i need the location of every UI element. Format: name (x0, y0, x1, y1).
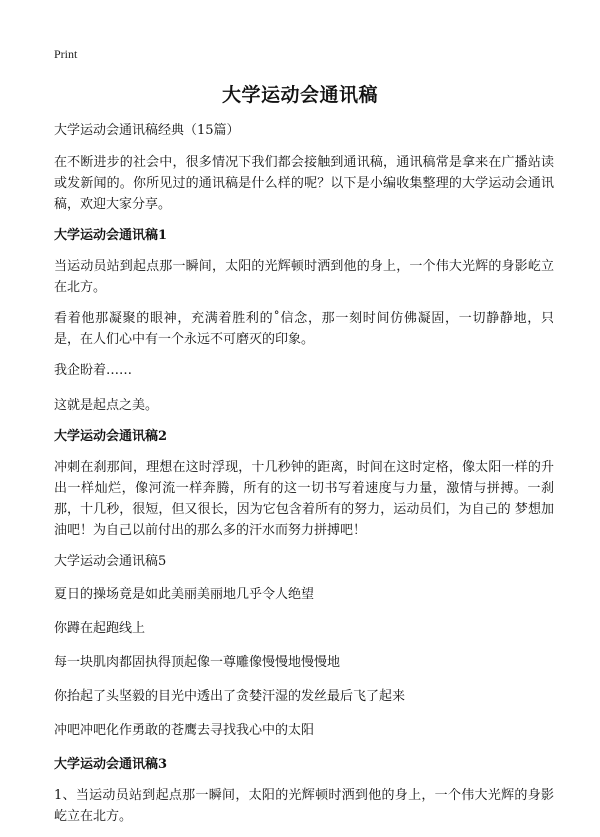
poem-line: 每一块肌肉都固执得顶起像一尊雕像慢慢地慢慢地 (54, 655, 341, 670)
section-1-paragraph: 这就是起点之美。 (54, 398, 159, 413)
poem-line: 夏日的操场竟是如此美丽美丽地几乎令人绝望 (54, 587, 315, 602)
section-heading-2: 大学运动会通讯稿2 (54, 429, 168, 444)
document-title: 大学运动会通讯稿 (221, 84, 378, 106)
poem-line: 你蹲在起跑线上 (54, 621, 146, 636)
section-1-paragraph: 我企盼着…… (54, 363, 133, 378)
intro-paragraph: 在不断进步的社会中，很多情况下我们都会接触到通讯稿，通讯稿常是拿来在广播站读或发新闻的。你所见过的通讯稿是什么样的呢？以下是小编收集整理的大学运动会通讯稿，欢迎大家分享。 (54, 155, 554, 212)
document-body (54, 120, 554, 837)
section-heading-3: 大学运动会通讯稿3 (54, 757, 168, 772)
section-1-paragraph: 看着他那凝聚的眼神，充满着胜利的˚信念，那一刻时间仿佛凝固，一切静静地，只是，在人们心中有一个永远不可磨灭的印象。 (54, 311, 554, 347)
section-1-paragraph: 当运动员站到起点那一瞬间，太阳的光辉顿时洒到他的身上，一个伟大光辉的身影屹立在北方。 (54, 259, 554, 295)
document-subtitle: 大学运动会通讯稿经典（15篇） (54, 123, 240, 138)
poem-line: 冲吧冲吧化作勇敢的苍鹰去寻找我心中的太阳 (54, 723, 315, 738)
section-3-paragraph: 1、当运动员站到起点那一瞬间，太阳的光辉顿时洒到他的身上，一个伟大光辉的身影屹立在北方。 (54, 788, 554, 824)
poem-line: 你抬起了头坚毅的目光中透出了贪婪汗湿的发丝最后飞了起来 (54, 689, 406, 704)
print-label: Print (54, 47, 78, 61)
section-heading-1: 大学运动会通讯稿1 (54, 228, 168, 243)
section-2-paragraph: 冲刺在刹那间，理想在这时浮现，十几秒钟的距离，时间在这时定格，像太阳一样的升出一样灿烂，像河流一样奔腾，所有的这一切书写着速度与力量，激情与拼搏。一刹那，十几秒，很短，但又很长，因为它包含着所有的努力，运动员们，为自己的 梦想加油吧！为自己以前付出的那么多的汗水而努力拼搏吧！ (54, 460, 554, 538)
section-heading-5: 大学运动会通讯稿5 (54, 554, 167, 569)
